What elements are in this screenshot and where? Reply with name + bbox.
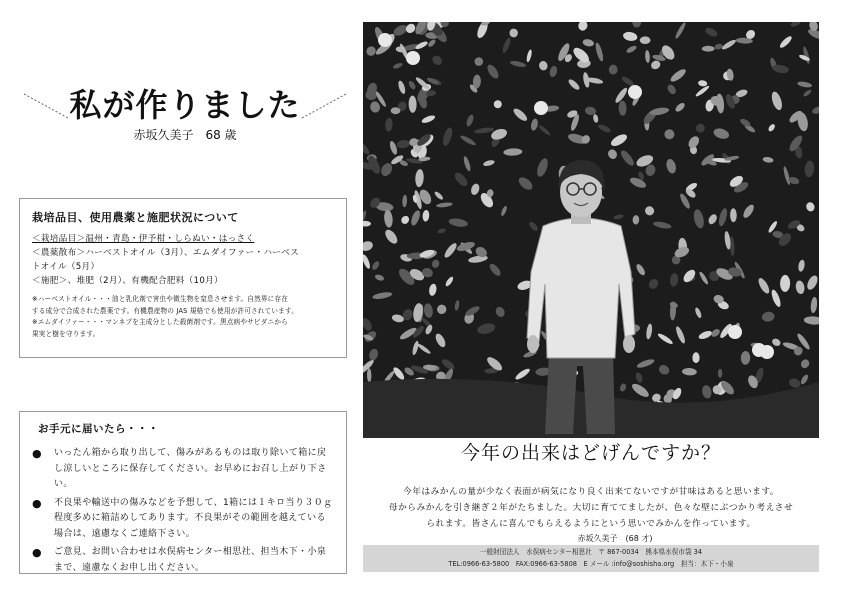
cultivation-note: する成分で合成された農薬です。有機農産物の JAS 規格でも使用が許可されています。 [32, 306, 299, 315]
arrival-instructions-box [19, 411, 347, 574]
cultivation-line: ＜農薬散布＞ハーベストオイル（3月）、エムダイファー・ハーベス [32, 248, 299, 258]
cultivation-note: ※エムダイファー・・・マンネブを主成分とした殺菌剤です。黒点病やサビダニから [32, 318, 288, 326]
question-heading: 今年の出来はどげんですか？ [460, 442, 721, 464]
cultivation-line: ＜栽培品目＞温州・青島・伊予柑・しらぬい・はっさく [32, 234, 255, 244]
photo-illustration [363, 22, 819, 438]
arrival-heading: お手元に届いたら・・・ [38, 423, 159, 435]
cultivation-line: トオイル（5月） [32, 262, 100, 272]
message-line: 母からみかんを引き継ぎ２年がたちました。大切に育ててましたが、色々な壁にぶつかり考えさせ [388, 503, 794, 513]
leaf [609, 65, 618, 75]
list-item [32, 446, 334, 493]
cultivation-note: 果実と樹を守ります。 [32, 329, 100, 338]
citrus-fruit [628, 85, 642, 99]
bullet-icon: ● [32, 546, 42, 559]
author-name-age: 赤坂久美子 68 歳 [133, 128, 237, 142]
leaf [718, 369, 722, 378]
farmer-message [372, 484, 810, 532]
contact-footer [363, 545, 819, 572]
list-item-text: 不良果や輸送中の傷みなどを予想して、1箱には１キロ当り３０ｇ程度多めに箱詰めしてあります。不良果がその範囲を越えている場合は、遠慮なくご連絡下さい。 [54, 497, 333, 539]
header-right-line [300, 92, 348, 120]
cultivation-info-box [19, 198, 347, 358]
leaf [692, 352, 699, 363]
message-signature: 赤坂久美子 (68 才) [577, 534, 653, 543]
message-line: 今年はみかんの量が少なく表面が病気になり良く出来てないですが甘味はあると思います。 [403, 487, 779, 497]
citrus-fruit [378, 33, 392, 47]
list-item-text: いったん箱から取り出して、傷みがあるものは取り除いて箱に戻し涼しいところに保存してください。お早めにお召し上がり下さい。 [54, 448, 327, 489]
cultivation-notes [32, 294, 334, 340]
cultivation-line: ＜施肥＞、堆肥（2月）、有機配合肥料（10月） [32, 276, 223, 286]
citrus-fruit [752, 343, 766, 357]
citrus-fruit [406, 51, 420, 65]
bullet-icon: ● [32, 496, 42, 510]
citrus-fruit [534, 101, 548, 115]
list-item [32, 496, 334, 543]
list-item [32, 545, 334, 576]
message-line: られます。皆さんに喜んでもらえるようにという思いでみかんを作っています。 [426, 519, 756, 529]
cultivation-heading: 栽培品目、使用農薬と施肥状況について [32, 211, 239, 224]
bullet-icon: ● [32, 447, 42, 460]
citrus-fruit [728, 325, 742, 339]
list-item-text: ご意見、お問い合わせは水俣病センター相思社、担当木下・小泉まで、遠慮なくお申し出ください。 [54, 547, 327, 573]
page-title: 私が作りました [69, 86, 301, 124]
farmer-photo [363, 22, 819, 438]
footer-address: 一般財団法人 水俣病センター相思社 〒 867-0034 熊本県水俣市袋 34 [479, 548, 703, 556]
footer-contact: TEL:0966-63-5800 FAX:0966-63-5808 E メール :info@soshisha.org 担当：木下・小泉 [448, 560, 734, 568]
leaf [702, 46, 715, 52]
cultivation-note: ※ハーベストオイル・・・油と乳化剤で害虫や微生物を窒息させます。自然界に存在 [32, 295, 289, 303]
